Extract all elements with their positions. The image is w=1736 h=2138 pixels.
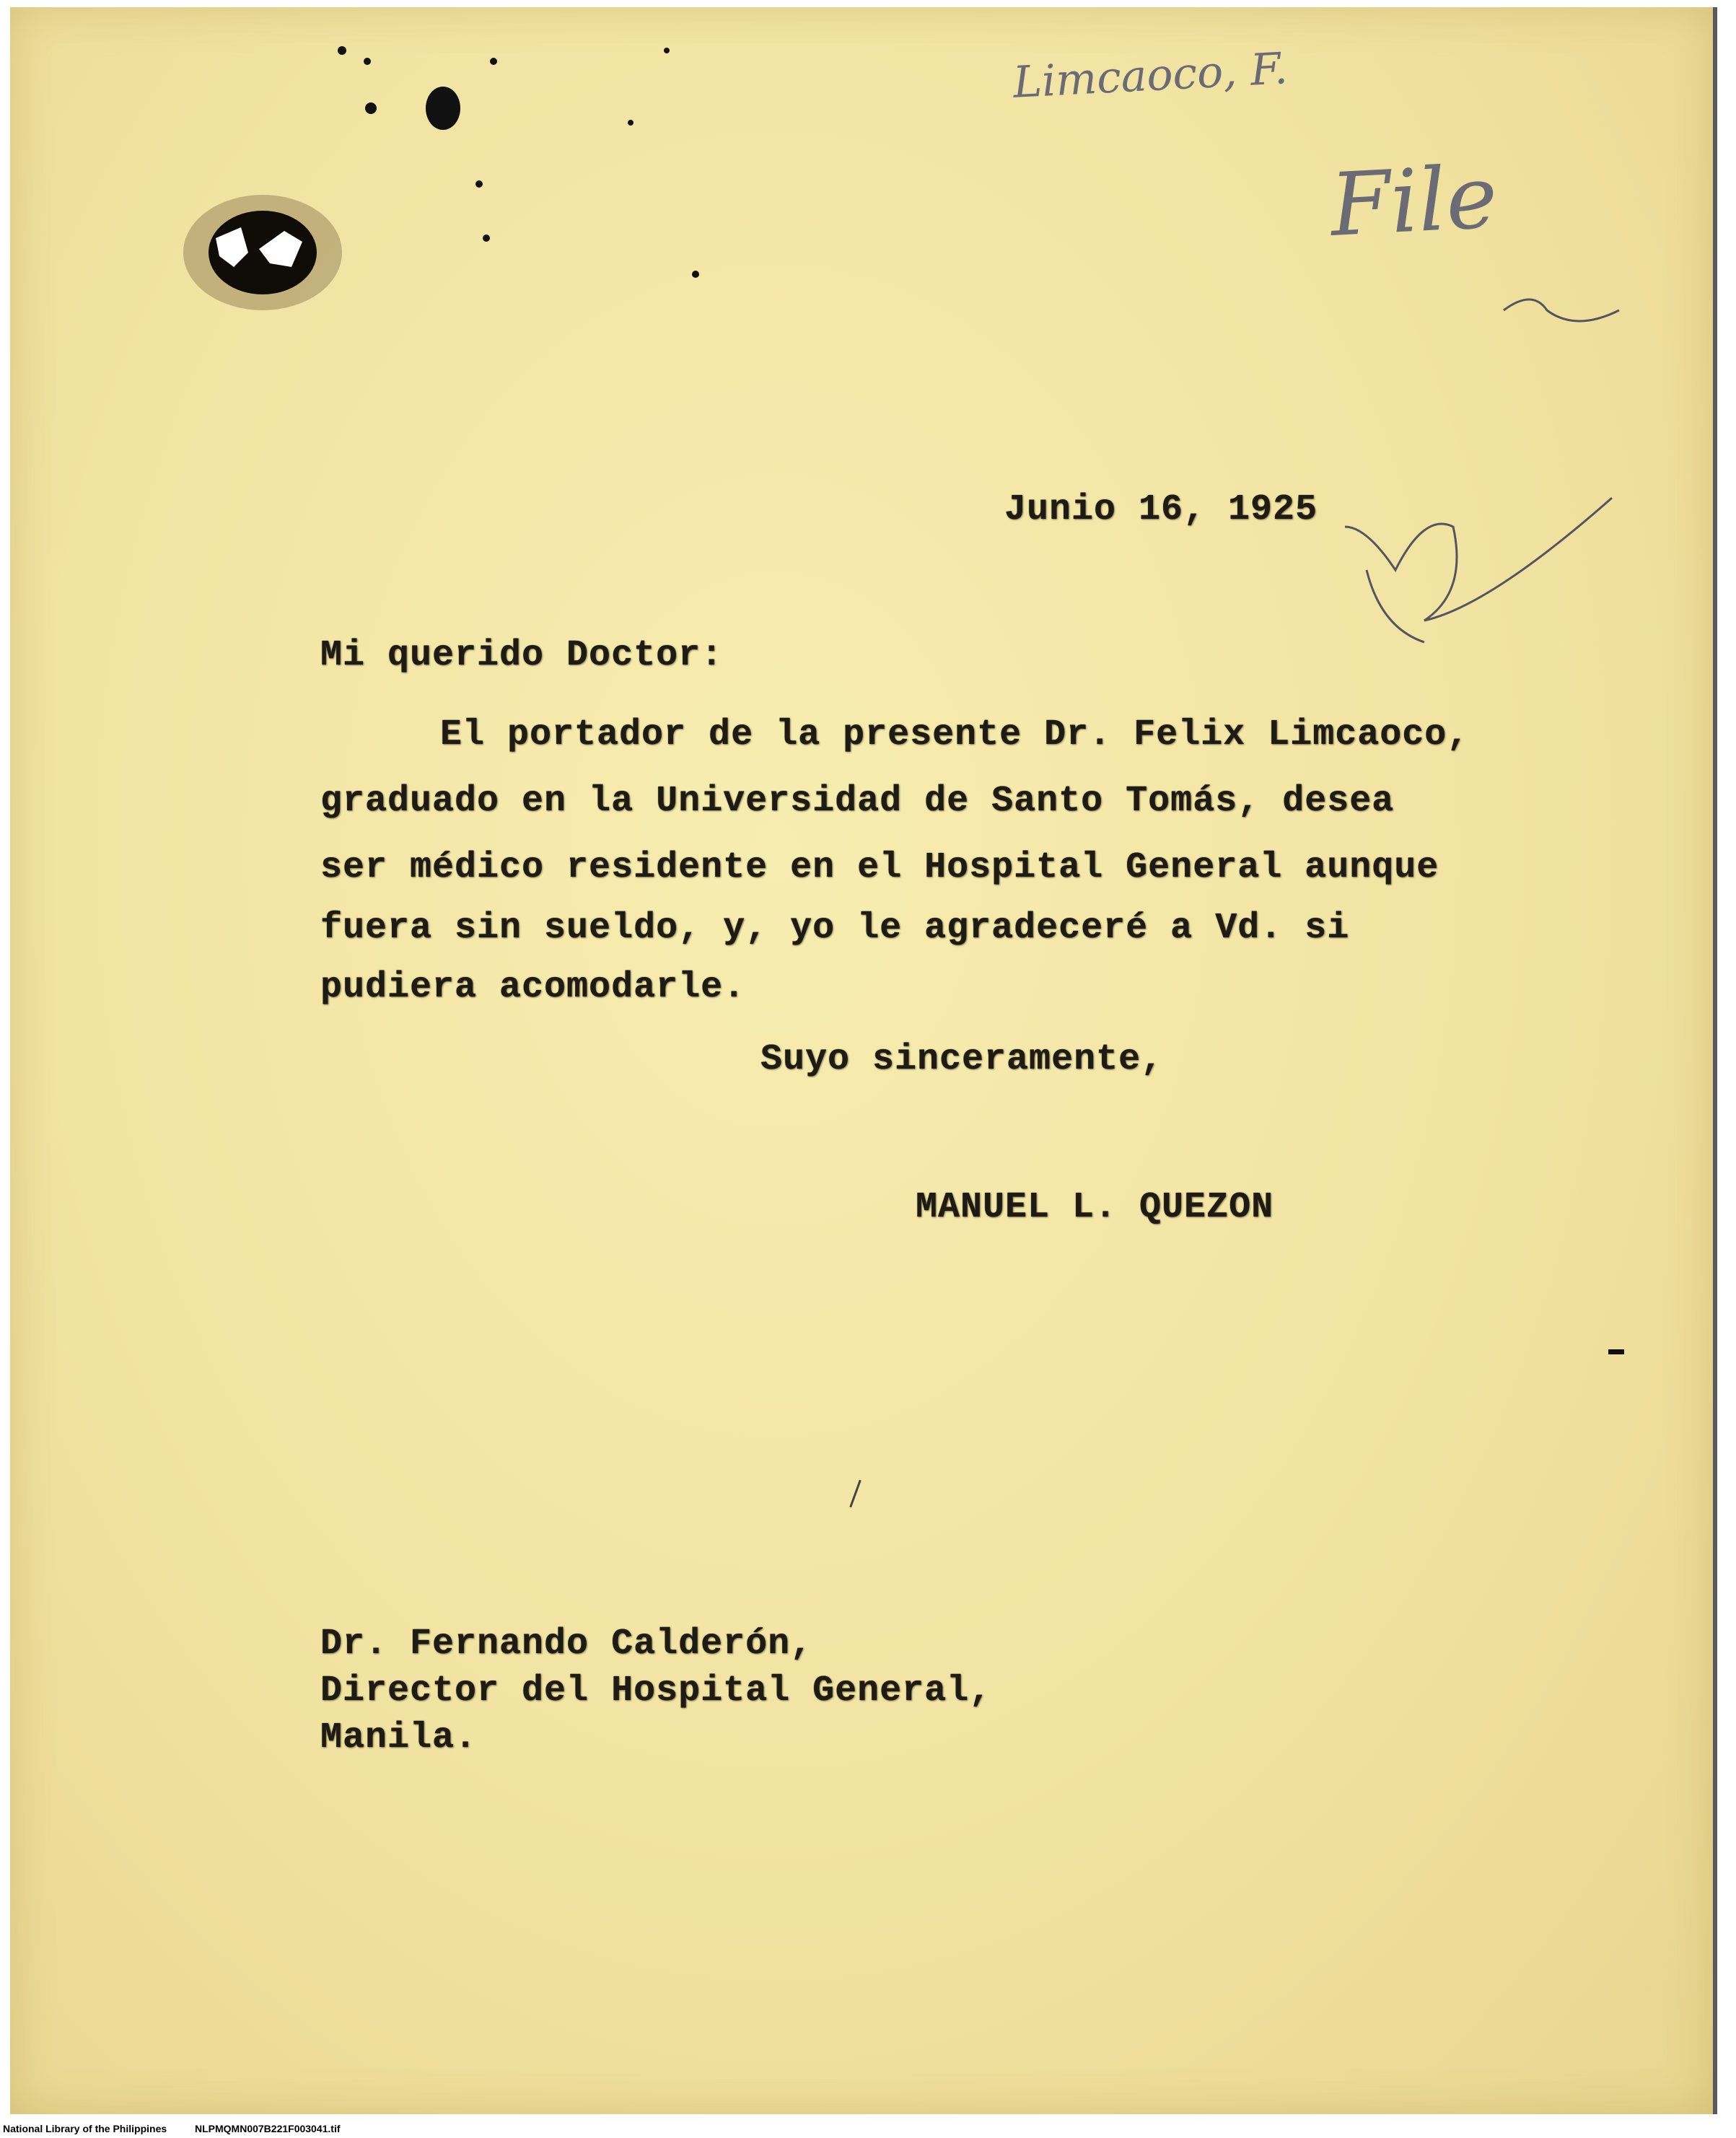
letter-salutation: Mi querido Doctor: (320, 635, 724, 676)
letter-date: Junio 16, 1925 (1004, 489, 1318, 530)
letter-paper (10, 7, 1717, 2114)
stray-mark (849, 1480, 862, 1508)
footer-library-label: National Library of the Philippines (3, 2123, 167, 2134)
handwritten-file-note: File (1328, 147, 1500, 256)
ink-speckles-mark (313, 22, 746, 296)
recipient-line: Director del Hospital General, (320, 1670, 992, 1712)
letter-body-line: fuera sin sueldo, y, yo le agradeceré a Vd. si (320, 908, 1350, 949)
scan-footer (0, 2120, 1736, 2138)
recipient-line: Manila. (320, 1717, 478, 1758)
footer-filename: NLPMQMN007B221F003041.tif (195, 2123, 341, 2134)
letter-body-line: ser médico residente en el Hospital General aunque (320, 847, 1439, 888)
handwritten-name-note: Limcaoco, F. (1012, 43, 1289, 108)
letter-closing: Suyo sinceramente, (760, 1039, 1164, 1080)
letter-signature: MANUEL L. QUEZON (916, 1187, 1274, 1228)
letter-body-line: pudiera acomodarle. (320, 967, 746, 1008)
pencil-hook-mark (1489, 267, 1634, 339)
pencil-check-mark (1323, 483, 1626, 671)
recipient-line: Dr. Fernando Calderón, (320, 1624, 813, 1665)
letter-body-line: El portador de la presente Dr. Felix Limcaoco, (440, 714, 1470, 755)
letter-body-line: graduado en la Universidad de Santo Tomás, desea (320, 781, 1395, 822)
stray-mark (1608, 1349, 1624, 1354)
